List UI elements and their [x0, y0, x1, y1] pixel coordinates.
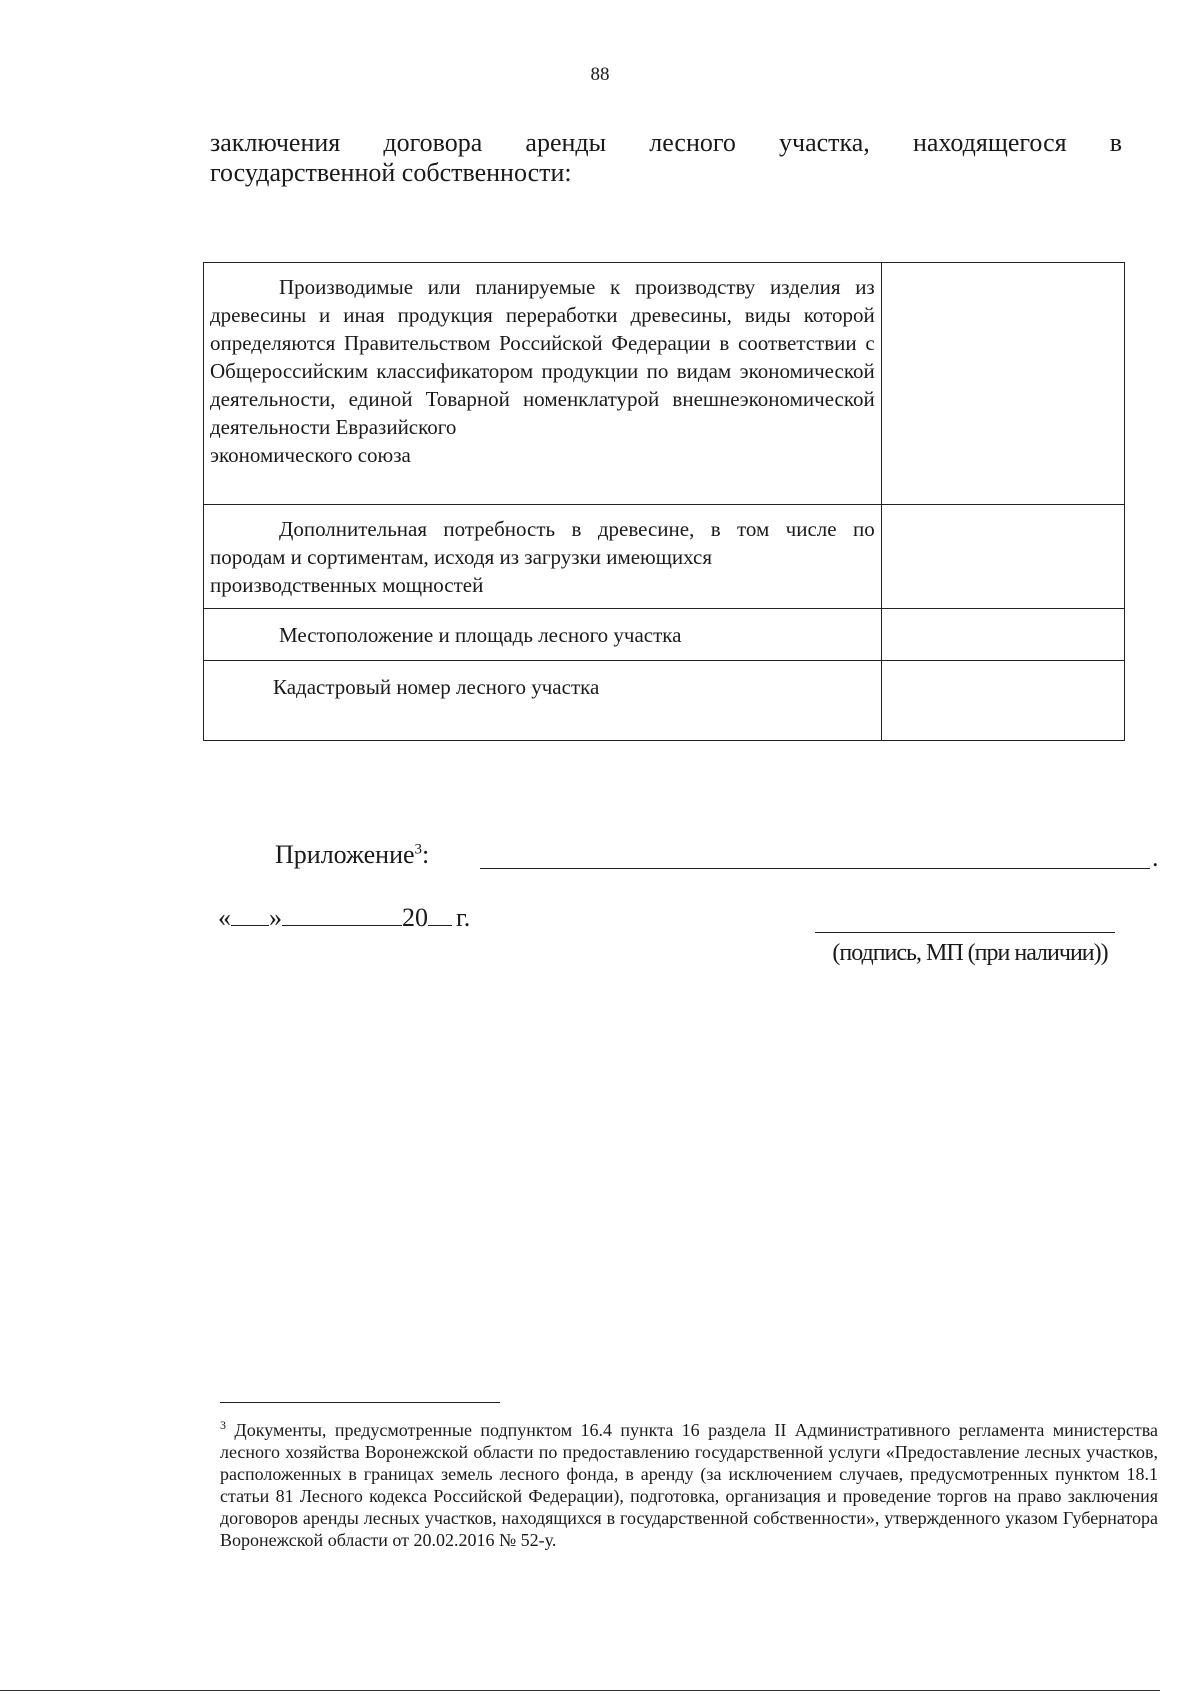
footnote-mark: 3	[220, 1418, 226, 1432]
row-label	[204, 661, 882, 741]
row-value-cell[interactable]	[881, 505, 1124, 609]
signature-caption: (подпись, МП (при наличии))	[832, 940, 1108, 966]
appendix-colon: :	[422, 840, 430, 869]
row-label-last: экономического союза	[210, 443, 411, 467]
table-row	[204, 263, 1125, 505]
appendix-label	[275, 840, 429, 870]
intro-line-2: государственной собственности:	[210, 158, 572, 187]
table-row	[204, 661, 1125, 741]
table-row	[204, 609, 1125, 661]
month-blank[interactable]	[282, 903, 402, 926]
table-row	[204, 505, 1125, 609]
row-label	[204, 263, 882, 505]
date-line	[218, 903, 470, 933]
year-suffix: г.	[456, 903, 471, 932]
appendix-end-dot: .	[1152, 843, 1159, 872]
year-prefix: 20	[402, 903, 428, 932]
row-label-text: Производимые или планируемые к производству изделия из древесины и иная продукция переработки древесины, виды которой определяются Правительством Российской Федерации в соответствии с Общероссийским классификатором продукции по видам экономической деятельности, единой Товарной номенклатурой внешнеэкономической деятельности Евразийского	[210, 275, 875, 439]
row-label-last: производственных мощностей	[210, 573, 484, 597]
date-close-quote: »	[269, 903, 282, 932]
signature-line[interactable]	[815, 932, 1115, 933]
bottom-scan-line	[0, 1690, 1160, 1691]
row-value-cell[interactable]	[881, 263, 1124, 505]
footnote-divider	[220, 1402, 500, 1403]
row-label-text: Кадастровый номер лесного участка	[273, 675, 600, 699]
date-open-quote: «	[218, 903, 231, 932]
page-number: 88	[590, 64, 610, 85]
footnote	[220, 1414, 1158, 1551]
row-label-text: Местоположение и площадь лесного участка	[279, 623, 682, 647]
row-value-cell[interactable]	[881, 661, 1124, 741]
appendix-input-line[interactable]	[480, 868, 1150, 869]
row-label	[204, 609, 882, 661]
footnote-text: Документы, предусмотренные подпунктом 16.4 пункта 16 раздела II Административного регламента министерства лесного хозяйства Воронежской области по предоставлению государственной услуги «Предоставление лесных участков, расположенных в границах земель лесного фонда, в аренду (за исключением случаев, предусмотренных пунктом 18.1 статьи 81 Лесного кодекса Российской Федерации), подготовка, организация и проведение торгов на право заключения договоров аренды лесных участков, находящихся в государственной собственности», утвержденного указом Губернатора Воронежской области от 20.02.2016 № 52-у.	[220, 1420, 1159, 1550]
day-blank[interactable]	[231, 903, 269, 926]
intro-paragraph	[210, 128, 1122, 188]
appendix-footnote-ref: 3	[414, 841, 423, 858]
application-table	[203, 262, 1125, 741]
row-label-text: Дополнительная потребность в древесине, в том числе по породам и сортиментам, исходя из загрузки имеющихся	[210, 517, 875, 569]
year-blank[interactable]	[428, 903, 452, 926]
row-value-cell[interactable]	[881, 609, 1124, 661]
row-label	[204, 505, 882, 609]
appendix-text: Приложение	[275, 840, 415, 869]
intro-line-1: заключения договора аренды лесного участка, находящегося в	[210, 128, 1122, 157]
